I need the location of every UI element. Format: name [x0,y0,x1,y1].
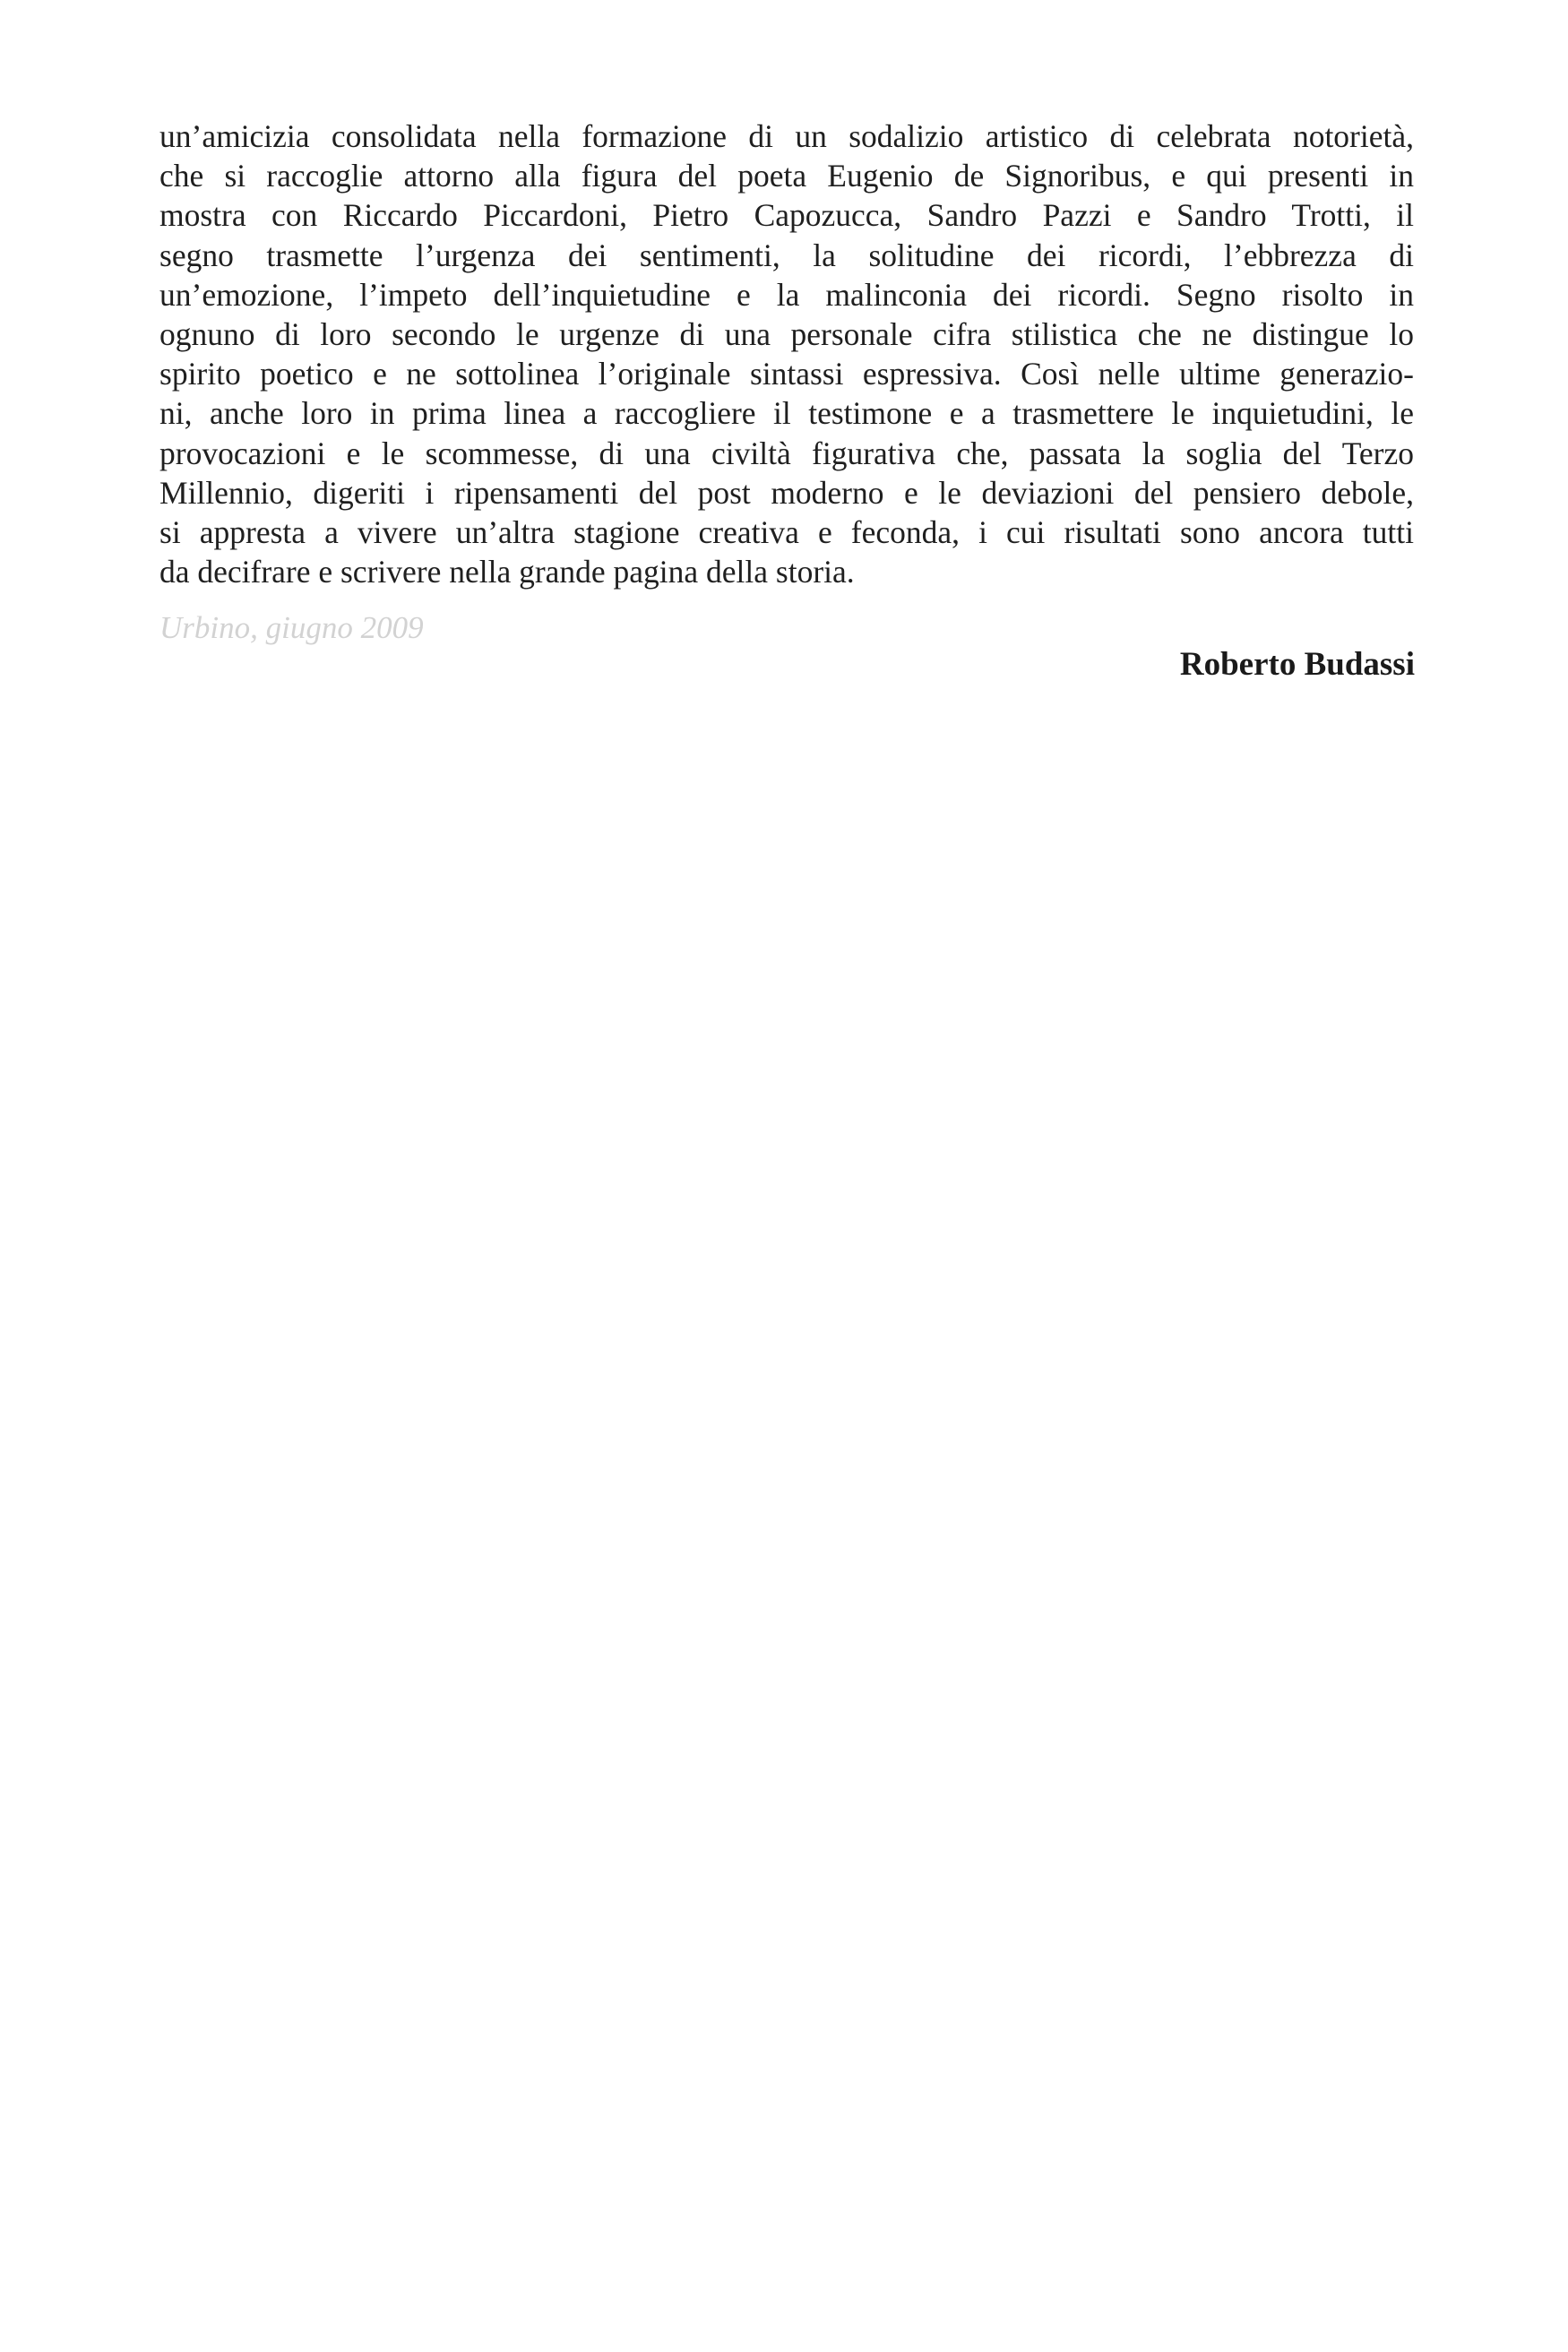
paragraph-line: ognuno di loro secondo le urgenze di una personale cifra stilistica che ne distingue lo [159,316,1414,353]
paragraph-line: si appresta a vivere un’altra stagione creativa e feconda, i cui risultati sono ancora tutti [159,514,1414,551]
paragraph-line: un’emozione, l’impeto dell’inquietudine e la malinconia dei ricordi. Segno risolto in [159,276,1414,313]
paragraph-line: spirito poetico e ne sottolinea l’originale sintassi espressiva. Così nelle ultime generazio- [159,356,1414,392]
paragraph-line: Millennio, digeriti i ripensamenti del post moderno e le deviazioni del pensiero debole, [159,474,1414,511]
paragraph-line: un’amicizia consolidata nella formazione di un sodalizio artistico di celebrata notorietà, [159,118,1414,154]
author-signature: Roberto Budassi [1179,646,1415,683]
paragraph-line: segno trasmette l’urgenza dei sentimenti, la solitudine dei ricordi, l’ebbrezza di [159,237,1414,273]
body-paragraph [159,116,1414,591]
paragraph-line: che si raccoglie attorno alla figura del poeta Eugenio de Signoribus, e qui presenti in [159,158,1414,194]
paragraph-line: da decifrare e scrivere nella grande pagina della storia. [159,554,855,590]
paragraph-line: ni, anche loro in prima linea a raccogliere il testimone e a trasmettere le inquietudini, le [159,395,1414,432]
paragraph-line: provocazioni e le scommesse, di una civiltà figurativa che, passata la soglia del Terzo [159,435,1414,471]
paragraph-line: mostra con Riccardo Piccardoni, Pietro Capozucca, Sandro Pazzi e Sandro Trotti, il [159,197,1414,234]
place-date: Urbino, giugno 2009 [159,610,424,645]
